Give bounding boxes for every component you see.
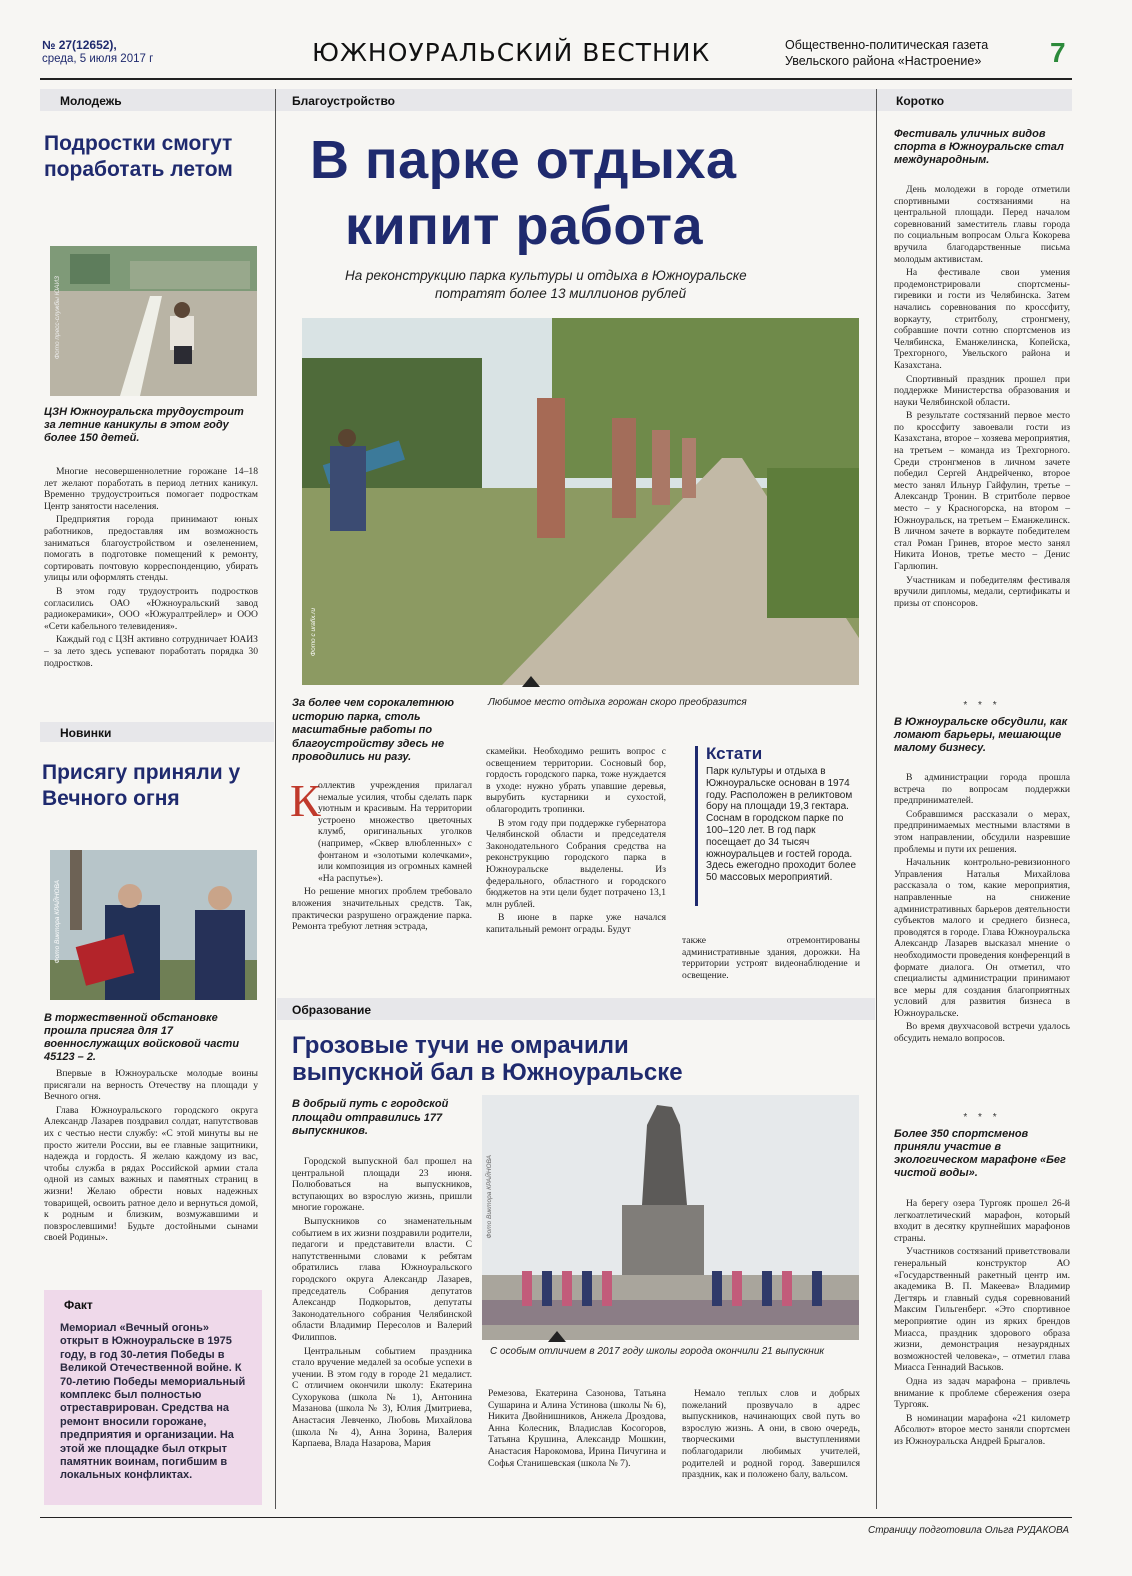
triangle-marker-edu: [548, 1331, 566, 1342]
article-teens-body: [44, 466, 258, 671]
photo-credit-oath: Фото Виктора КРАЙНОВА: [54, 880, 61, 964]
paragraph: Начальник контрольно-ревизионного Управления Наталья Михайлова рассказала о том, какие мероприятия, направленные на снижение административных барьеров деятельности субъектов малого и среднего бизнеса, проводятся в городе. Глава Южноуральска Александр Лазарев высказал мнение о необходимости проведения конференций в формате диалога. Он отметил, что специалисты администрации принимают все меры для создания благоприятных условий для развития бизнеса в Южноуральске.: [894, 857, 1070, 1019]
subhead-park-line-2: потратят более 13 миллионов рублей: [435, 286, 687, 301]
park-column-1: [290, 775, 472, 935]
paragraph: Центральным событием праздника стало вручение медалей за особые успехи в учении. В этом году в городе 21 медалист. С отличием окончили школу: Екатерина Сухорукова (школа № 1), Антонина Мазанова (школа № 3), Юлия Дмитриева, Анастасия Левченко, Любовь Михайлова (школа № 4), Анна Зорина, Валерия Карпаева, Влада Назарова, Мария: [292, 1345, 472, 1450]
paragraph: В этом году при поддержке губернатора Челябинской области и председателя Законодательного Собрания средства на реконструкцию городского парка в Южноуральске выделены. Из федерального, областного и городского бюджетов на эти цели будет потрачено 13,1 млн рублей.: [486, 817, 666, 910]
paragraph: В администрации города прошла встреча по вопросам поддержки предпринимателей.: [894, 772, 1070, 807]
masthead-rule: [40, 78, 1072, 80]
separator-stars-2: * * *: [963, 1112, 1001, 1123]
brief-2-title: В Южноуральске обсудили, как ломают барьеры, мешающие малому бизнесу.: [894, 716, 1068, 754]
paragraph: Впервые в Южноуральске молодые воины присягали на верность Отечеству на площади у Вечного огня.: [44, 1068, 258, 1103]
paragraph: скамейки. Необходимо решить вопрос с освещением территории. Сосновый бор, гордость городского парка, тоже нуждается в уходе: нужно убрать упавшие деревья, вырубить кустарники и сухостой, облагородить тропинки.: [486, 746, 666, 815]
headline-park-line-1: В парке отдыха: [310, 130, 737, 190]
paragraph: Участников состязаний приветствовали генеральный конструктор АО «Государственный ракетный центр им. академика В. П. Макеева» Владимир Дегтярь и главный судья соревнований Максим Гильгенберг. «Это спортивное мероприятие один из ярких брендов Миасса, праздник здорового образа жизни, демонстрация незаурядных возможностей человека», – отметил глава Миасса Геннадий Васьков.: [894, 1246, 1070, 1374]
col-divider-right: [876, 89, 877, 1509]
headline-oath: Присягу приняли у Вечного огня: [42, 761, 241, 810]
kstati-text: Парк культуры и отдыха в Южноуральске основан в 1974 году. Расположен в реликтовом бору на площади 19,3 гектара. Соснам в городском парке по 100–120 лет. В год парк посещает до 34 тысяч южноуральцев и гостей города. Здесь ежегодно проходит более 50 массовых мероприятий.: [706, 766, 857, 884]
caption-oath: В торжественной обстановке прошла присяга для 17 военнослужащих войсковой части 45123 – 2.: [44, 1012, 240, 1063]
publisher-line-2: Увельского района «Настроение»: [785, 54, 982, 68]
paragraph: Предприятия города принимают юных работников, предоставляя им возможность заниматься благоустройством и озеленением, помогать в подготовке помещений к ремонту, сортировать почтовую корреспонденцию, убирать улицы или оформлять стенды.: [44, 514, 258, 584]
paragraph: Одна из задач марафона – привлечь внимание к проблеме сбережения озера Тургояк.: [894, 1375, 1070, 1411]
brief-1-title: Фестиваль уличных видов спорта в Южноуральске стал международным.: [894, 128, 1064, 166]
photo-graduates: [482, 1095, 859, 1340]
paragraph: Немало теплых слов и добрых пожеланий прозвучало в адрес выпускников, начинающих свой путь во взрослую жизнь. А они, в свою очередь, творческими выступлениями поблагодарили любимых учителей, родителей и родной город. Завершился праздник, как и положено балу, вальсом.: [682, 1388, 860, 1481]
paragraph: День молодежи в городе отметили спортивными состязаниями на центральной площади. Перед началом соревнований заместитель главы города по социальным вопросам Ольга Кокорева вручила благодарственные письма молодым активистам.: [894, 184, 1070, 265]
paragraph: В номинации марафона «21 километр Абсолют» второе место заняли спортсмен из Южноуральска Андрей Брыгалов.: [894, 1412, 1070, 1447]
photo-caption-graduates: С особым отличием в 2017 году школы города окончили 21 выпускник: [490, 1346, 825, 1357]
fact-title: Факт: [64, 1298, 93, 1312]
section-label-brief: Коротко: [896, 94, 945, 108]
section-label-education: Образование: [292, 1003, 372, 1017]
headline-graduation-line-1: Грозовые тучи не омрачили: [292, 1032, 629, 1059]
separator-stars-1: * * *: [963, 700, 1001, 711]
brief-1-body: [894, 184, 1070, 611]
paragraph: На берегу озера Тургояк прошел 26-й легкоатлетический марафон, который входит в десятку крупнейших марафонов страны.: [894, 1198, 1070, 1244]
paragraph: На фестивале свои умения продемонстрировали спортсмены-гиревики и гости из Челябинска. Затем начались соревнования по кроссфиту, воркауту, стритболу, стронгмену, собравшие почти сотню спортсменов из Челябинска, Еманжелинска, Копейска, Трехгорного, Увельского района и Казахстана.: [894, 267, 1070, 371]
paragraph: Но решение многих проблем требовало вложения значительных средств. Так, практически разрушено ограждение парка. Ремонта требуют летняя эстрада,: [292, 886, 472, 933]
section-label-improvement: Благоустройство: [292, 94, 395, 108]
photo-caption-park: Любимое место отдыха горожан скоро преобразится: [488, 697, 747, 708]
col-divider-left: [275, 89, 276, 1509]
brief-2-body: [894, 772, 1070, 1047]
lead-park: За более чем сорокалетнюю историю парка, столь масштабные работы по благоустройству здесь не проводились ни разу.: [292, 697, 454, 763]
paragraph-first: оллектив учреждения прилагал немалые усилия, чтобы сделать парк уютным и красивым. На территории устроено множество цветочных клумб, оригинальных уголков (например, «Сквер влюбленных» с фонтаном и «золотыми колечками», или композиция из огромных камней «На распутье»).: [318, 780, 472, 884]
paragraph: Собравшимся рассказали о мерах, предпринимаемых местными властями в этом направлении, обсудили назревшие проблемы и пути их решения.: [894, 808, 1070, 855]
section-label-news: Новинки: [60, 726, 112, 740]
paragraph: Участникам и победителям фестиваля вручили дипломы, медали, сертификаты и призы от спонсоров.: [894, 574, 1070, 609]
graduation-column-1: [292, 1156, 472, 1452]
paragraph: В июне в парке уже начался капитальный ремонт ограды. Будут: [486, 912, 666, 935]
photo-credit-teens: Фото пресс-службы ЮАИЗ: [54, 276, 61, 360]
section-label-youth: Молодежь: [60, 94, 122, 108]
newspaper-title: ЮЖНОУРАЛЬСКИЙ ВЕСТНИК: [312, 38, 711, 67]
graduation-column-3: [682, 1388, 860, 1483]
photo-oath-soldiers: [50, 850, 257, 1000]
publisher-line-1: Общественно-политическая газета: [785, 38, 989, 52]
triangle-marker: [522, 676, 540, 687]
dropcap-park: К: [290, 775, 321, 826]
paragraph: Ремезова, Екатерина Сазонова, Татьяна Сушарина и Алина Устинова (школы № 6), Никита Двойнишников, Анжела Дроздова, Анна Колесник, Владислав Косогоров, Татьяна Крушина, Александр Мошкин, Анастасия Нарокомова, Ирина Пичугина и Софья Станишевская (школа № 7).: [488, 1388, 666, 1469]
graduation-column-2: [488, 1388, 666, 1471]
photo-teen-painting: [50, 246, 257, 396]
paragraph: Во время двухчасовой встречи удалось обсудить немало вопросов.: [894, 1021, 1070, 1045]
headline-park-line-2: кипит работа: [345, 196, 703, 256]
issue-number: № 27(12652),: [42, 38, 117, 52]
paragraph: В этом году трудоустроить подростков согласились ОАО «Южноуральский завод радиокерамики», ООО «Южуралтрейлер» и ООО «Сети кабельного телевидения».: [44, 585, 258, 632]
fact-text: Мемориал «Вечный огонь» открыт в Южноуральске в 1975 году, в год 30-летия Победы в Великой Отечественной войне. К 70-летию Победы мемориальный комплекс был полностью отреставрирован. Средства на ремонт вносили горожане, предприятия и организации. На этой же площадке был открыт памятник воинам, погибшим в локальных конфликтах.: [60, 1322, 246, 1482]
photo-park-alley: [302, 318, 859, 685]
paragraph: Городской выпускной бал прошел на центральной площади 23 июня. Полюбоваться на выпускников, вступающих во взрослую жизнь, пришли многие горожане.: [292, 1156, 472, 1214]
page-credit: Страницу подготовила Ольга РУДАКОВА: [868, 1525, 1070, 1536]
photo-credit-park: Фото с urafix.ru: [310, 608, 317, 657]
paragraph: Каждый год с ЦЗН активно сотрудничает ЮАИЗ – за лето здесь успевают поработать порядка 30 подростков.: [44, 634, 258, 669]
subhead-park-line-1: На реконструкцию парка культуры и отдыха в Южноуральске: [345, 268, 747, 283]
paragraph: Выпускников со знаменательным событием в их жизни поздравили родители, педагоги и представители власти. С напутственными словами к ребятам обратились глава Южноуральского городского округа Александр Лазарев, председатель Собрания депутатов Александр Подкорытов, депутаты Законодательного собрания Челябинской области Владимир Пересолов и Валерий Филиппов.: [292, 1215, 472, 1343]
brief-3-body: [894, 1198, 1070, 1449]
paragraph: Глава Южноуральского городского округа Александр Лазарев поздравил солдат, напутствовав их с честью нести службу: «С этой минуты вы не просто жители России, вы ее главные защитники, надежда и гордость. Я желаю каждому из вас, чтобы служба в рядах Российской армии стала одной из самых важных и памятных страниц в жизни! Желаю обрести новых надежных товарищей, освоить ратное дело и вернуться домой, к родным и близким, возмужавшими и повзрослевшими! Будьте достойными сынами своей Родины».: [44, 1104, 258, 1244]
kstati-title: Кстати: [706, 744, 763, 763]
paragraph: также отремонтированы административные здания, дорожки. На территории устроят видеонаблюдение и освещение.: [682, 935, 860, 981]
photo-credit-graduates: Фото Виктора КРАЙНОВА: [486, 1155, 493, 1239]
article-oath-body: [44, 1068, 258, 1246]
lead-graduation: В добрый путь с городской площади отправились 177 выпускников.: [292, 1098, 449, 1137]
brief-3-title: Более 350 спортсменов приняли участие в экологическом марафоне «Бег чистой воды».: [894, 1128, 1066, 1179]
park-column-3-end: [682, 935, 860, 983]
issue-date: среда, 5 июля 2017 г: [42, 53, 154, 65]
paragraph: Многие несовершеннолетние горожане 14–18 лет желают поработать в период летних каникул. Временно трудоустроиться помогает подросткам Центр занятости населения.: [44, 466, 258, 512]
paragraph: Спортивный праздник прошел при поддержке Министерства образования и науки Челябинской области.: [894, 373, 1070, 408]
headline-teens-work: Подростки смогут поработать летом: [44, 132, 233, 181]
kstati-bar: [695, 746, 698, 906]
paragraph: В результате состязаний первое место по кроссфиту завоевали гости из Казахстана, второе – хозяева мероприятия, на третьем – команда из Трехгорного. Среди стронгменов в личном зачете победил Сергей Андрейченко, второе место занял Ильнур Гайфулин, третье – Александр Тронин. В стритболе первое место – у Красногорска, на втором – Южноуральск, на третьем – Еманжелинск. В личном зачете в воркауте победителем стал Роман Гринев, второе место занял Никита Ионов, третье место – Денис Гарлюпин.: [894, 410, 1070, 572]
page-number: 7: [1050, 37, 1066, 68]
headline-graduation-line-2: выпускной бал в Южноуральске: [292, 1059, 683, 1086]
caption-teens: ЦЗН Южноуральска трудоустроит за летние каникулы в этом году более 150 детей.: [44, 406, 244, 444]
park-column-2: [486, 746, 666, 938]
footer-rule: [40, 1517, 1072, 1518]
